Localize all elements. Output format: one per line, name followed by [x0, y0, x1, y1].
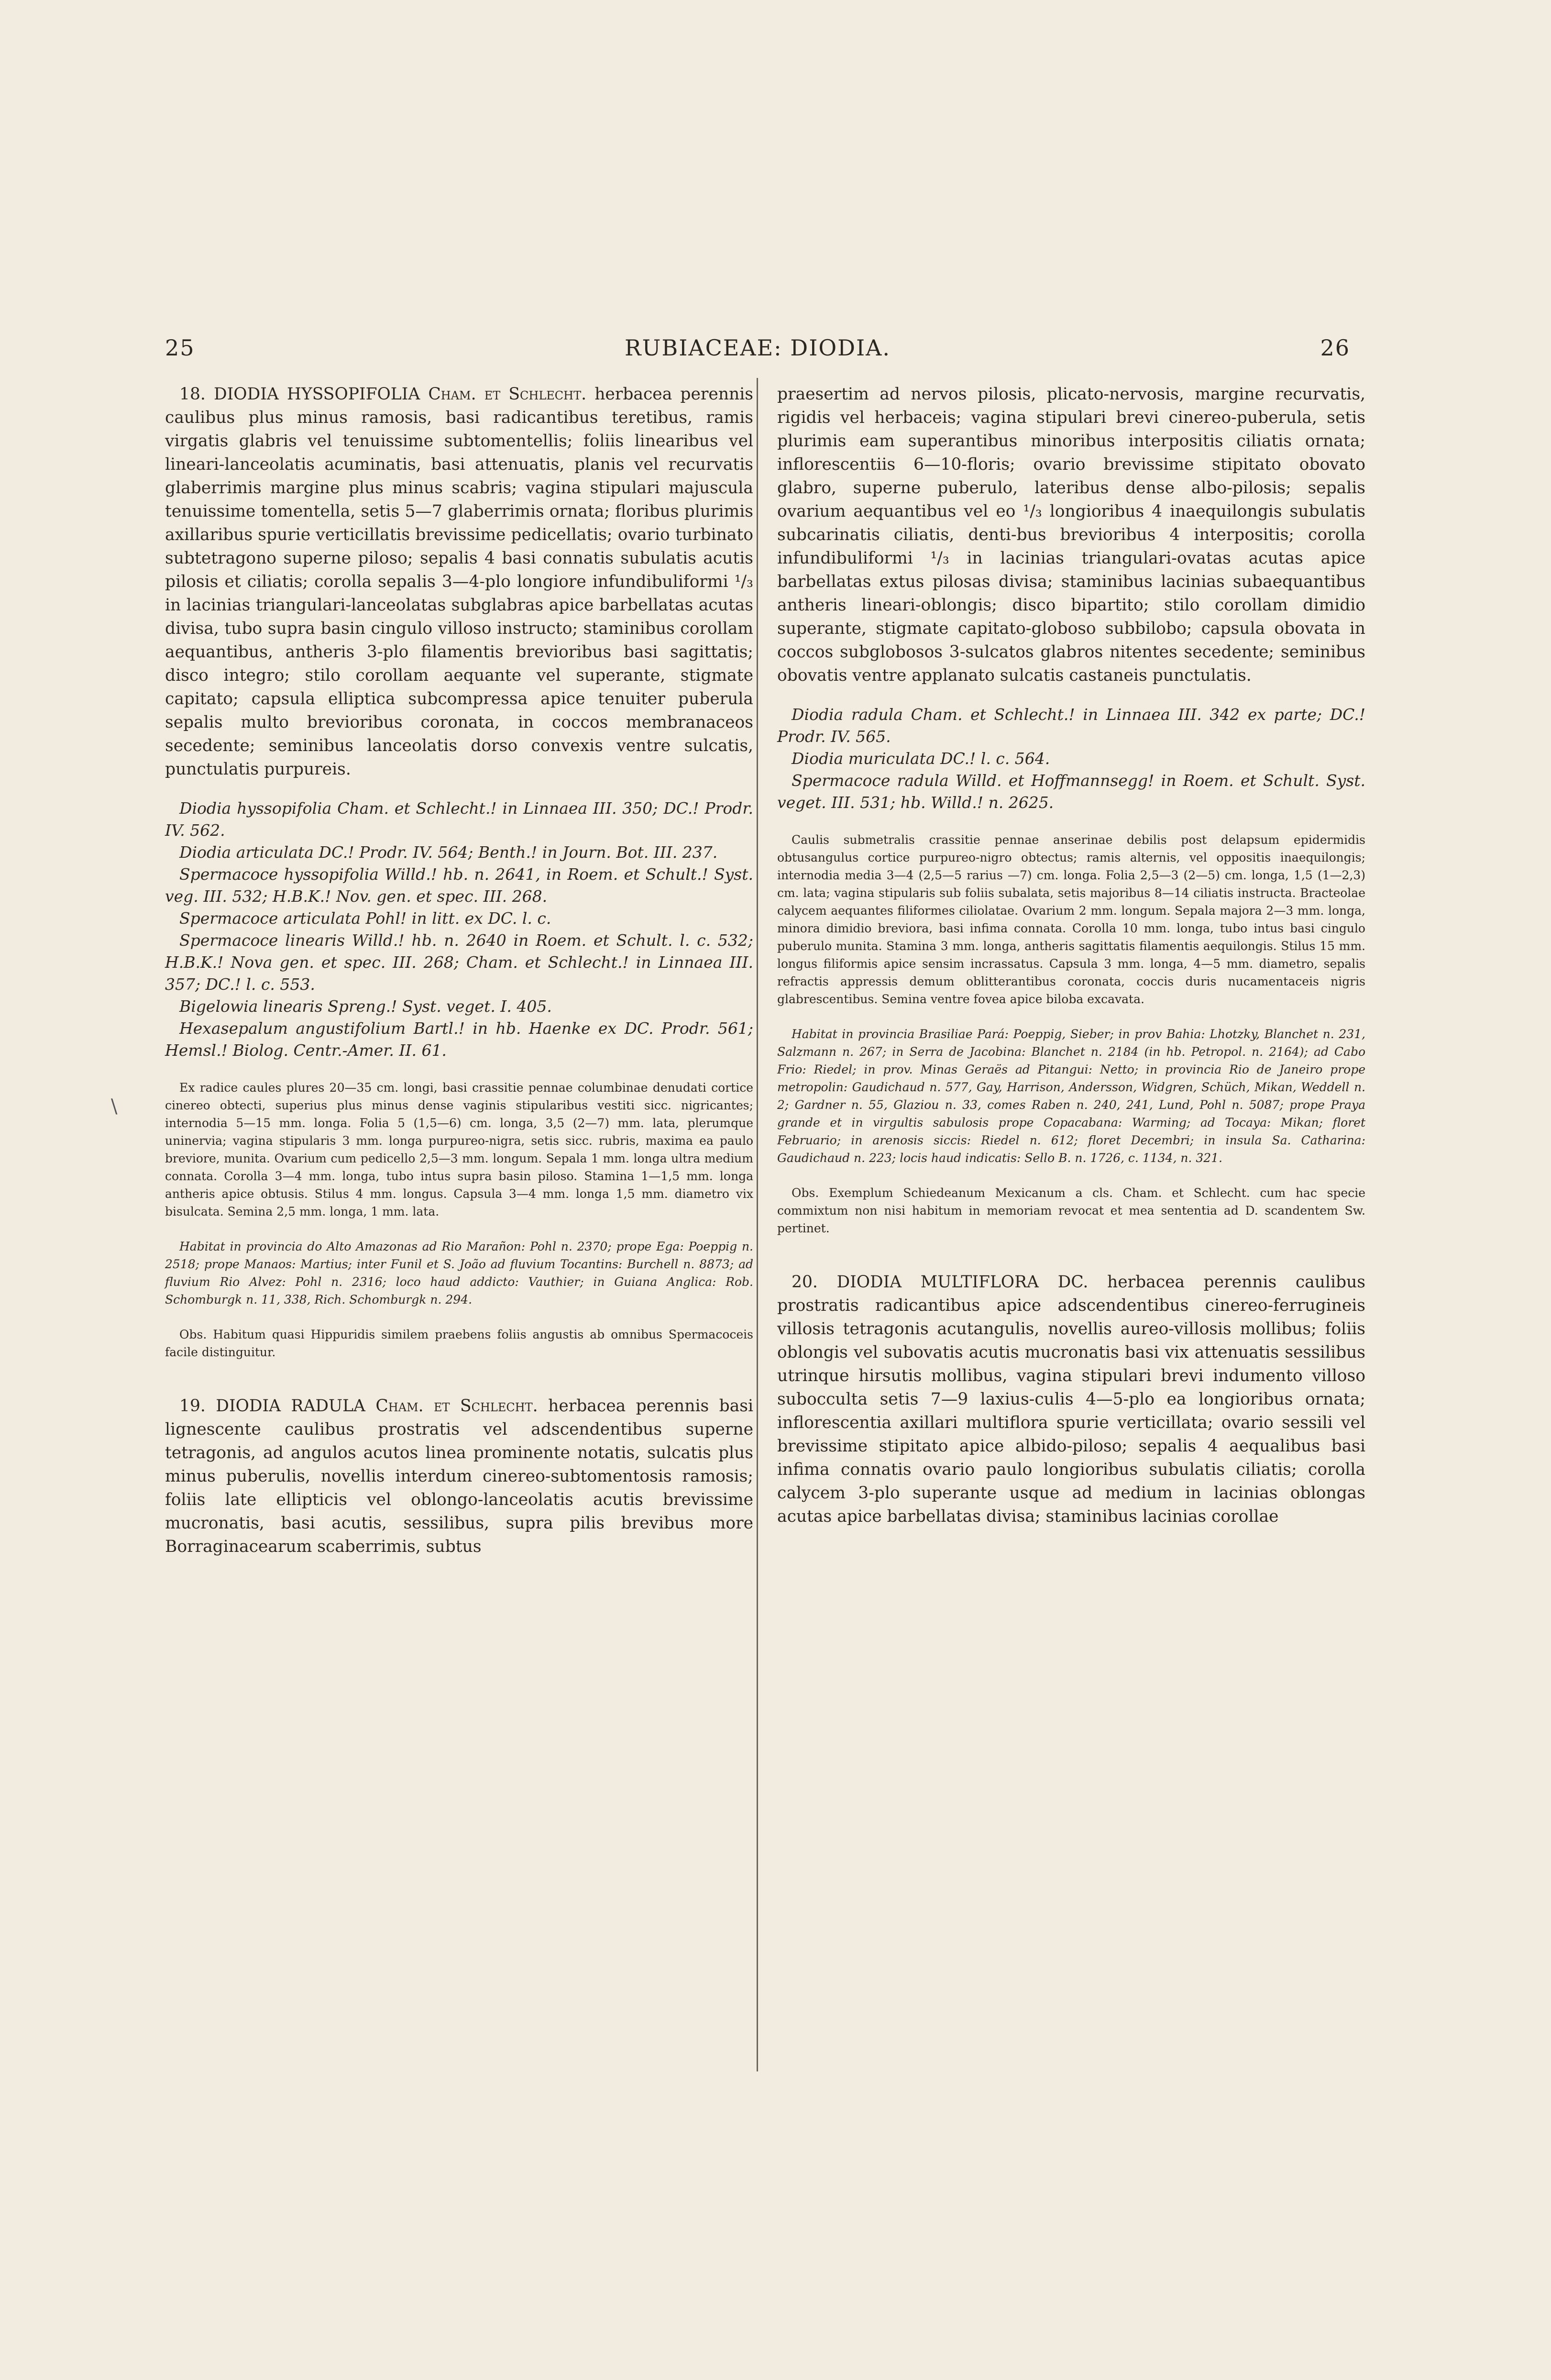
species-19-description: herbacea perennis basi lignescente caulibus prostratis vel adscendentibus superne tetragonis, ad angulos acutos linea prominente notatis, sulcatis plus minus puberulis, novellis interdum cinereo-subtomentosis ramosis; foliis late ellipticis vel oblongo-lanceolatis acutis brevissime mucronatis, basi acutis, sessilibus, supra pilis brevibus more Borraginacearum scaberrimis, subtus	[165, 1396, 754, 1556]
species-19-morphology: Caulis submetralis crassitie pennae anserinae debilis post delapsum epidermidis obtusangulus cortice purpureo-nigro obtectus; ramis alternis, vel oppositis inaequilongis; internodia media 3—4 (2,5—5 rarius —7) cm. longa. Folia 2,5—3 (2—5) cm. longa, 1,5 (1—2,3) cm. lata; vagina stipularis sub foliis subalata, setis majoribus 8—14 ciliatis instructa. Bracteolae calycem aequantes filiformes ciliolatae. Ovarium 2 mm. longum. Sepala majora 2—3 mm. longa, minora dimidio breviora, basi infima connata. Corolla 10 mm. longa, tubo intus basi cingulo puberulo munita. Stamina 3 mm. longa, antheris sagittatis filamentis aequilongis. Stilus 15 mm. longus filiformis apice sensim incrassatus. Capsula 3 mm. longa, 4—5 mm. diametro, sepalis refractis appressis demum oblitterantibus coronata, coccis duris nucamentaceis nigris glabrescentibus. Semina ventre fovea apice biloba excavata.	[777, 833, 1365, 1006]
synonym-ref: Spermacoce radula Willd. et Hoffmannsegg! in Roem. et Schult. Syst. veget. III. 531; hb. Willd.! n. 2625.	[777, 771, 1365, 812]
synonym-ref: Diodia radula Cham. et Schlecht.! in Linnaea III. 342 ex parte; DC.! Prodr. IV. 565.	[777, 705, 1365, 746]
synonym-ref: Spermacoce linearis Willd.! hb. n. 2640 in Roem. et Schult. l. c. 532; H.B.K.! Nova gen. et spec. III. 268; Cham. et Schlecht.! in Linnaea III. 357; DC.! l. c. 553.	[165, 931, 753, 994]
species-19-entry	[165, 1395, 753, 1559]
column-divider	[757, 378, 758, 2071]
species-20-authors: DC.	[1057, 1273, 1089, 1292]
species-18-observation: Obs. Habitum quasi Hippuridis similem praebens foliis angustis ab omnibus Spermacoceis facile distinguitur.	[165, 1328, 753, 1359]
species-19-observation: Obs. Exemplum Schiedeanum Mexicanum a cls. Cham. et Schlecht. cum hac specie commixtum non nisi habitum in memoriam revocat et mea sententia ad D. scandentem Sw. pertinet.	[777, 1186, 1365, 1235]
species-18-authors: Cham. et Schlecht.	[428, 385, 587, 404]
running-title: RUBIACEAE: DIODIA.	[625, 335, 891, 361]
species-18-habitat: Habitat in provincia do Alto Amazonas ad Rio Marañon: Pohl n. 2370; prope Ega: Poeppig n. 2518; prope Manaos: Martius; inter Funil et S. João ad fluvium Tocantins: Burchell n. 8873; ad fluvium Rio Alvez: Pohl n. 2316; loco haud addicto: Vauthier; in Guiana Anglica: Rob. Schomburgk n. 11, 338, Rich. Schomburgk n. 294.	[165, 1240, 753, 1306]
page-header	[165, 335, 1350, 364]
synonym-ref: Diodia articulata DC.! Prodr. IV. 564; Benth.! in Journ. Bot. III. 237.	[179, 843, 718, 862]
species-20-entry	[777, 1271, 1365, 1528]
page-number-left: 25	[165, 335, 195, 361]
species-18-entry	[165, 383, 753, 781]
synonym-ref: Spermacoce articulata Pohl! in litt. ex DC. l. c.	[179, 909, 551, 928]
right-column	[777, 383, 1365, 1528]
page-number-right: 26	[1320, 335, 1350, 361]
species-19-authors: Cham. et Schlecht.	[375, 1396, 538, 1416]
left-column	[165, 383, 753, 1559]
species-19-habitat: Habitat in provincia Brasiliae Pará: Poeppig, Sieber; in prov Bahia: Lhotzky, Blanchet n. 231, Salzmann n. 267; in Serra de Jacobina: Blanchet n. 2184 (in hb. Petropol. n. 2164); ad Cabo Frio: Riedel; in prov. Minas Geraës ad Pitangui: Netto; in provincia Rio de Janeiro prope metropolin: Gaudichaud n. 577, Gay, Harrison, Andersson, Widgren, Schüch, Mikan, Weddell n. 2; Gardner n. 55, Glaziou n. 33, comes Raben n. 240, 241, Lund, Pohl n. 5087; prope Praya grande et in virgultis sabulosis prope Copacabana: Warming; ad Tocaya: Mikan; floret Februario; in arenosis siccis: Riedel n. 612; floret Decembri; in insula Sa. Catharina: Gaudichaud n. 223; locis haud indicatis: Sello B. n. 1726, c. 1134, n. 321.	[777, 1027, 1365, 1165]
species-18-description: herbacea perennis caulibus plus minus ramosis, basi radicantibus teretibus, ramis virgatis glabris vel tenuissime subtomentellis; foliis linearibus vel lineari-lanceolatis acuminatis, basi attenuatis, planis vel recurvatis glaberrimis margine plus minus scabris; vagina stipulari majuscula tenuissime tomentella, setis 5—7 glaberrimis ornata; floribus plurimis axillaribus spurie verticillatis brevissime pedicellatis; ovario turbinato subtetragono superne piloso; sepalis 4 basi connatis subulatis acutis pilosis et ciliatis; corolla sepalis 3—4-plo longiore infundibuliformi ¹/₃ in lacinias triangulari-lanceolatas subglabras apice barbellatas acutas divisa, tubo supra basin cingulo villoso instructo; staminibus corollam aequantibus, antheris 3-plo filamentis brevioribus basi sagittatis; disco integro; stilo corollam aequante vel superante, stigmate capitato; capsula elliptica subcompressa apice tenuiter puberula sepalis multo brevioribus coronata, in coccos membranaceos secedente; seminibus lanceolatis dorso convexis ventre sulcatis, punctulatis purpureis.	[165, 385, 754, 779]
synonym-ref: Hexasepalum angustifolium Bartl.! in hb. Haenke ex DC. Prodr. 561; Hemsl.! Biolog. Centr.-Amer. II. 61.	[165, 1019, 753, 1060]
synonym-ref: Spermacoce hyssopifolia Willd.! hb. n. 2641, in Roem. et Schult.! Syst. veg. III. 532; H.B.K.! Nov. gen. et spec. III. 268.	[165, 865, 753, 906]
species-20-description: herbacea perennis caulibus prostratis radicantibus apice adscendentibus cinereo-ferrugineis villosis tetragonis acutangulis, novellis aureo-villosis mollibus; foliis oblongis vel subovatis acutis mucronatis basi vix attenuatis sessilibus utrinque hirsutis mollibus, vagina stipulari brevi indumento villoso subocculta setis 7—9 laxius-culis 4—5-plo ea longioribus ornata; inflorescentia axillari multiflora spurie verticillata; ovario sessili vel brevissime stipitato apice albido-piloso; sepalis 4 aequalibus basi infima connatis ovario paulo longioribus subulatis ciliatis; corolla calycem 3-plo superante usque ad medium in lacinias oblongas acutas apice barbellatas divisa; staminibus lacinias corollae	[777, 1273, 1366, 1526]
species-20-heading: 20. DIODIA MULTIFLORA	[792, 1273, 1039, 1292]
synonym-ref: Diodia hyssopifolia Cham. et Schlecht.! in Linnaea III. 350; DC.! Prodr. IV. 562.	[165, 799, 753, 840]
species-19-heading: 19. DIODIA RADULA	[179, 1396, 365, 1416]
synonym-ref: Diodia muriculata DC.! l. c. 564.	[792, 749, 1050, 768]
synonym-ref: Bigelowia linearis Spreng.! Syst. veget. I. 405.	[179, 997, 552, 1016]
species-19-synonyms	[777, 704, 1365, 814]
species-18-synonyms	[165, 797, 753, 1062]
species-19-description-continued: praesertim ad nervos pilosis, plicato-nervosis, margine recurvatis, rigidis vel herbaceis; vagina stipulari brevi cinereo-puberula, setis plurimis eam superantibus minoribus interpositis ciliatis ornata; inflorescentiis 6—10-floris; ovario brevissime stipitato obovato glabro, superne puberulo, lateribus dense albo-pilosis; sepalis ovarium aequantibus vel eo ¹/₃ longioribus 4 inaequilongis subulatis subcarinatis ciliatis, denti-bus brevioribus 4 interpositis; corolla infundibuliformi ¹/₃ in lacinias triangulari-ovatas acutas apice barbellatas extus pilosas divisa; staminibus lacinias subaequantibus antheris lineari-oblongis; disco bipartito; stilo corollam dimidio superante, stigmate capitato-globoso subbilobo; capsula obovata in coccos subglobosos 3-sulcatos glabros nitentes secedente; seminibus obovatis ventre applanato sulcatis castaneis punctulatis.	[777, 385, 1365, 685]
species-18-morphology: Ex radice caules plures 20—35 cm. longi, basi crassitie pennae columbinae denudati cortice cinereo obtecti, superius plus minus dense vaginis stipularibus vestiti sicc. nigricantes; internodia 5—15 mm. longa. Folia 5 (1,5—6) cm. longa, 3,5 (2—7) mm. lata, plerumque uninervia; vagina stipularis 3 mm. longa purpureo-nigra, setis sicc. rubris, maxima ea paulo breviore, munita. Ovarium cum pedicello 2,5—3 mm. longum. Sepala 1 mm. longa ultra medium connata. Corolla 3—4 mm. longa, tubo intus supra basin piloso. Stamina 1—1,5 mm. longa antheris apice obtusis. Stilus 4 mm. longus. Capsula 3—4 mm. longa 1,5 mm. diametro vix bisulcata. Semina 2,5 mm. longa, 1 mm. lata.	[165, 1081, 753, 1218]
species-18-heading: 18. DIODIA HYSSOPIFOLIA	[179, 385, 420, 404]
margin-mark: \	[111, 1096, 118, 1118]
